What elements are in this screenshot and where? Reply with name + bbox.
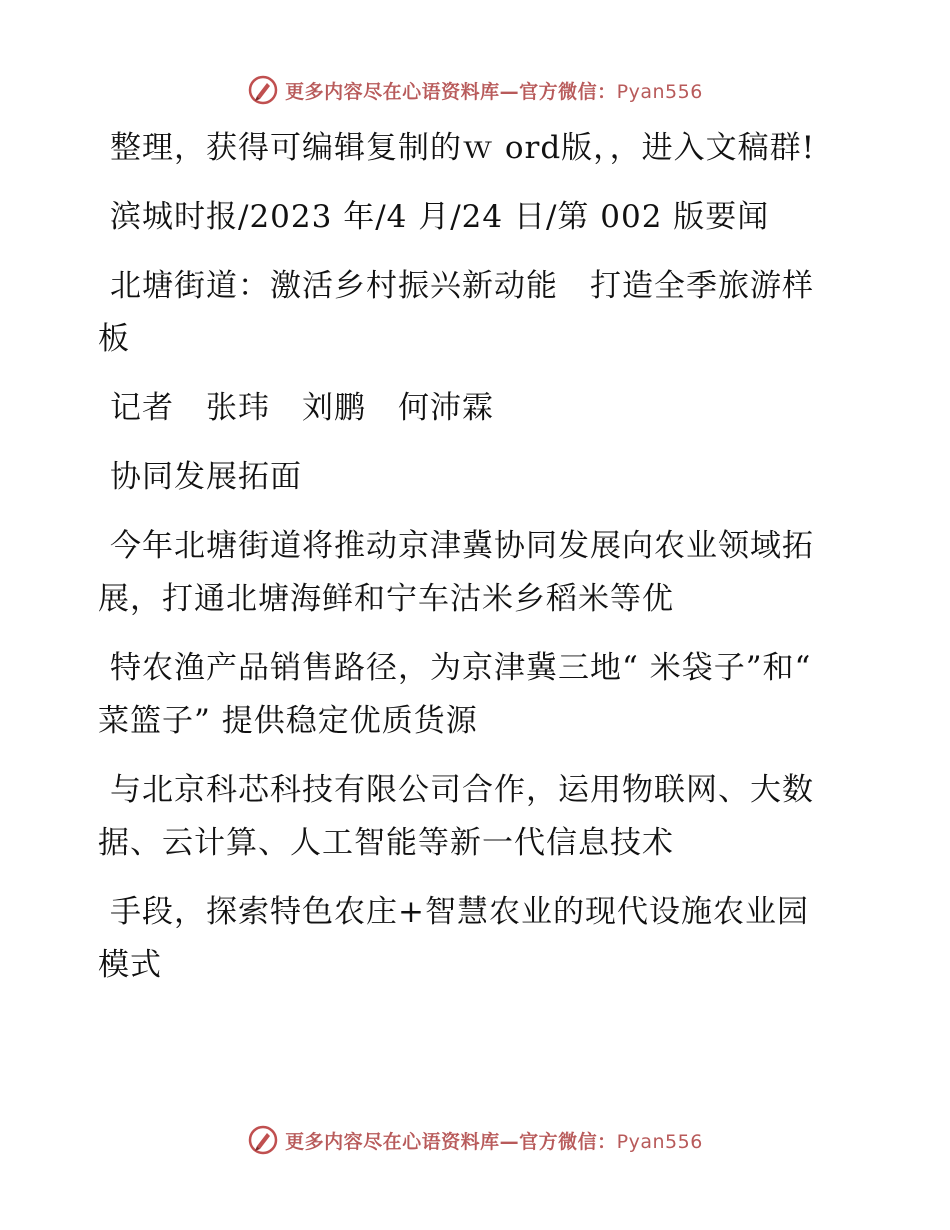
pen-logo-icon (247, 1124, 279, 1156)
header-banner (0, 70, 950, 110)
paragraph: 与北京科芯科技有限公司合作，运用物联网、大数据、云计算、人工智能等新一代信息技术 (98, 772, 814, 861)
paragraph: 记者 张玮 刘鹏 何沛霖 (110, 390, 494, 426)
paragraph: 今年北塘街道将推动京津冀协同发展向农业领域拓展，打通北塘海鲜和宁车沽米乡稻米等优 (98, 528, 814, 617)
footer-banner (0, 1120, 950, 1160)
paragraph: 协同发展拓面 (110, 459, 302, 495)
paragraph: 手段，探索特色农庄+智慧农业的现代设施农业园模式 (98, 894, 809, 983)
paragraph: 滨城时报/2023 年/4 月/24 日/第 002 版要闻 (110, 199, 770, 235)
banner-text: 更多内容尽在心语资料库—官方微信：Pyan556 (285, 80, 703, 103)
paragraph: 特农渔产品销售路径，为京津冀三地“ 米袋子”和“ 菜篮子” 提供稳定优质货源 (98, 650, 812, 739)
pen-logo-icon (247, 74, 279, 106)
paragraph: 整理，获得可编辑复制的ｗ ord版，，进入文稿群! (110, 130, 816, 166)
banner-text: 更多内容尽在心语资料库—官方微信：Pyan556 (285, 1130, 703, 1153)
paragraph: 北塘街道：激活乡村振兴新动能 打造全季旅游样板 (98, 268, 814, 357)
article-body (98, 122, 838, 1008)
